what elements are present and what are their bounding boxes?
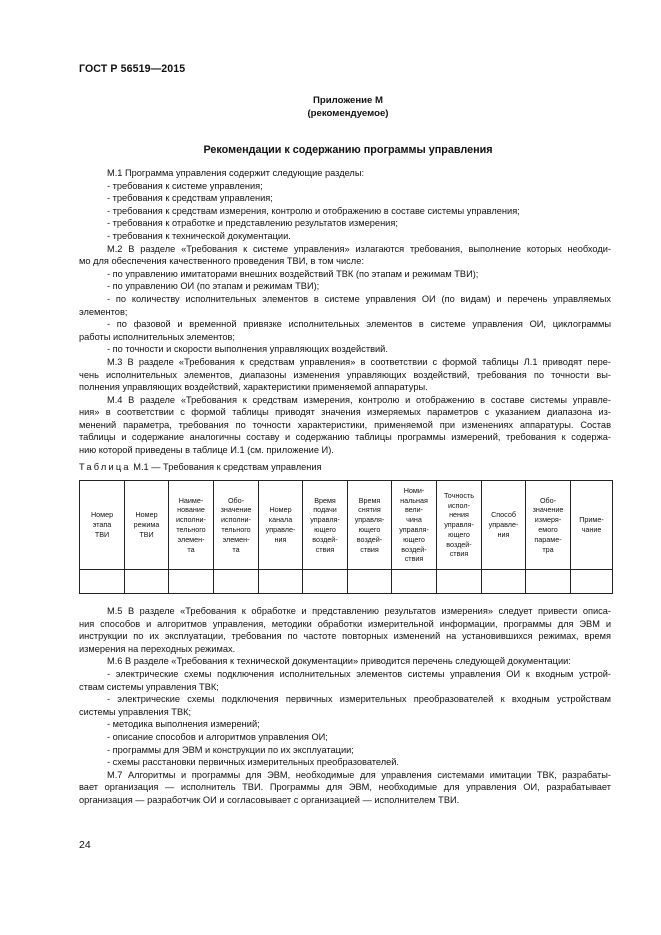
paragraph-line: ния» в соответствии с формой таблицы приводят значения измеряемых параметров с указанием диапазона из-	[79, 407, 611, 418]
table-cell	[437, 570, 482, 594]
paragraph-line: М.4 В разделе «Требования к средствам измерения, контролю и отображению в составе системы управле-	[107, 394, 611, 405]
table-cell	[125, 570, 169, 594]
paragraph-line: мо для обеспечения качественного проведения ТВИ, в том числе:	[79, 256, 364, 267]
paragraph-line: - электрические схемы подключения исполнительных элементов системы управления ОИ к входным устрой-	[107, 668, 611, 679]
table-cell	[526, 570, 571, 594]
table-header-cell: Наиме- нование исполни- тельного элемен- та	[169, 481, 214, 570]
paragraph-line: чень исполнительных элементов, диапазоны изменения управляющих воздействий, требования по точности вы-	[79, 369, 611, 380]
paragraph-line: измерения на переходных режимах.	[79, 643, 236, 654]
paragraph-line: - требования к средствам управления;	[107, 193, 273, 204]
table-caption	[79, 462, 322, 472]
paragraph-line: - требования к средствам измерения, контролю и отображению в составе системы управления;	[107, 205, 520, 216]
paragraph-line: - описание способов и алгоритмов управления ОИ;	[107, 731, 328, 742]
paragraph-line: системы управления ТВК;	[79, 706, 192, 717]
document-header: ГОСТ Р 56519—2015	[79, 63, 186, 75]
table-cell	[482, 570, 526, 594]
paragraph-line: - программы для ЭВМ и конструкции по их эксплуатации;	[107, 744, 354, 755]
table-cell	[348, 570, 392, 594]
paragraph-line: элементов;	[79, 306, 128, 317]
table-caption-text: М.1 — Требования к средствам управления	[133, 462, 322, 472]
paragraph-line: - методика выполнения измерений;	[107, 719, 260, 730]
table-cell	[169, 570, 214, 594]
paragraph-line: - требования к технической документации.	[107, 230, 291, 241]
table-caption-label: Таблица	[79, 462, 131, 472]
table-header-cell: Номер этапа ТВИ	[80, 481, 125, 570]
requirements-table	[79, 480, 613, 594]
table-cell	[392, 570, 437, 594]
paragraph-line: - электрические схемы подключения первичных измерительных преобразователей к входным устройствам	[107, 694, 611, 705]
paragraph-line: - по количеству исполнительных элементов в системе управления ОИ (по видам) и перечень управляемых	[107, 293, 611, 304]
paragraph-line: менений параметра, требования по точности характеристики, применяемой при изменениях аппаратуры. Состав	[79, 419, 611, 430]
body-text-bottom	[79, 605, 611, 807]
appendix-heading	[0, 94, 661, 120]
table-header-cell: Точность испол- нения управля- ющего воздей- ствия	[437, 481, 482, 570]
appendix-subtitle: (рекомендуемое)	[307, 108, 389, 119]
appendix-title: Приложение М	[312, 95, 384, 106]
table-cell	[259, 570, 303, 594]
paragraph-line: - требования к отработке и представлению результатов измерения;	[107, 218, 398, 229]
paragraph-line: - по управлению ОИ (по этапам и режимам ТВИ);	[107, 281, 320, 292]
table-header-cell: Обо- значение исполни- тельного элемен- та	[214, 481, 259, 570]
paragraph-line: М.3 В разделе «Требования к средствам управления» в соответствии с формой таблицы Л.1 приводят пере-	[107, 356, 611, 367]
body-text-top	[79, 167, 611, 457]
paragraph-line: - по фазовой и временной привязке исполнительных элементов в системе управления ОИ, циклограммы	[107, 319, 611, 330]
table-header-cell: Номер режима ТВИ	[125, 481, 169, 570]
paragraph-line: нию которой приведены в таблице И.1 (см. приложение И).	[79, 445, 334, 456]
paragraph-line: М.7 Алгоритмы и программы для ЭВМ, необходимые для управления системами имитации ТВК, разрабаты-	[107, 769, 611, 780]
table-cell	[571, 570, 613, 594]
table-header-cell: Время снятия управля- ющего воздей- ствия	[348, 481, 392, 570]
paragraph-line: - схемы расстановки первичных измерительных преобразователей.	[107, 757, 400, 768]
paragraph-line: М.6 В разделе «Требования к технической документации» приводится перечень следующей документации:	[107, 656, 571, 667]
section-title: Рекомендации к содержанию программы управления	[203, 144, 493, 156]
page-number: 24	[79, 839, 91, 851]
paragraph-line: ствам системы управления ТВК;	[79, 681, 219, 692]
paragraph-line: - по управлению имитаторами внешних воздействий ТВК (по этапам и режимам ТВИ);	[107, 268, 479, 279]
paragraph-line: таблицы и содержание аналогичны составу и содержанию таблицы программы измерений, требования к содержа-	[79, 432, 611, 443]
paragraph-line: - по точности и скорости выполнения управляющих воздействий.	[107, 344, 388, 355]
table-cell	[80, 570, 125, 594]
paragraph-line: работы исполнительных элементов;	[79, 331, 235, 342]
paragraph-line: - требования к системе управления;	[107, 180, 263, 191]
paragraph-line: М.2 В разделе «Требования к системе управления» излагаются требования, выполнение которых необходи-	[107, 243, 611, 254]
paragraph-line: ния способов и алгоритмов управления, методики обработки измерительной информации, программы для ЭВМ и	[79, 618, 611, 629]
table-header-cell: Приме- чание	[571, 481, 613, 570]
table-header-cell: Номер канала управле- ния	[259, 481, 303, 570]
table-row	[80, 570, 613, 594]
table-header-cell: Номи- нальная вели- чина управля- ющего воздей- ствия	[392, 481, 437, 570]
paragraph-line: М.1 Программа управления содержит следующие разделы:	[107, 168, 365, 178]
table-cell	[214, 570, 259, 594]
table-cell	[303, 570, 348, 594]
paragraph-line: организация — разработчик ОИ и согласовывает с организацией — исполнителем ТВИ.	[79, 794, 460, 805]
paragraph-line: инструкции по их эксплуатации, требования по частоте повторных изменений на установившихся режимах, время	[79, 631, 611, 642]
table-header-cell: Обо- значение измеря- емого параме- тра	[526, 481, 571, 570]
paragraph-line: М.5 В разделе «Требования к обработке и представлению результатов измерения» следует привести описа-	[107, 606, 611, 616]
table-header-row	[80, 481, 613, 570]
table-header-cell: Способ управле- ния	[482, 481, 526, 570]
paragraph-line: вает организация — исполнитель ТВИ. Программы для ЭВМ, необходимые для управления ОИ, разрабатывает	[79, 782, 611, 793]
table-header-cell: Время подачи управля- ющего воздей- ствия	[303, 481, 348, 570]
paragraph-line: полнения управляющих воздействий, характеристики применяемой аппаратуры.	[79, 382, 428, 393]
